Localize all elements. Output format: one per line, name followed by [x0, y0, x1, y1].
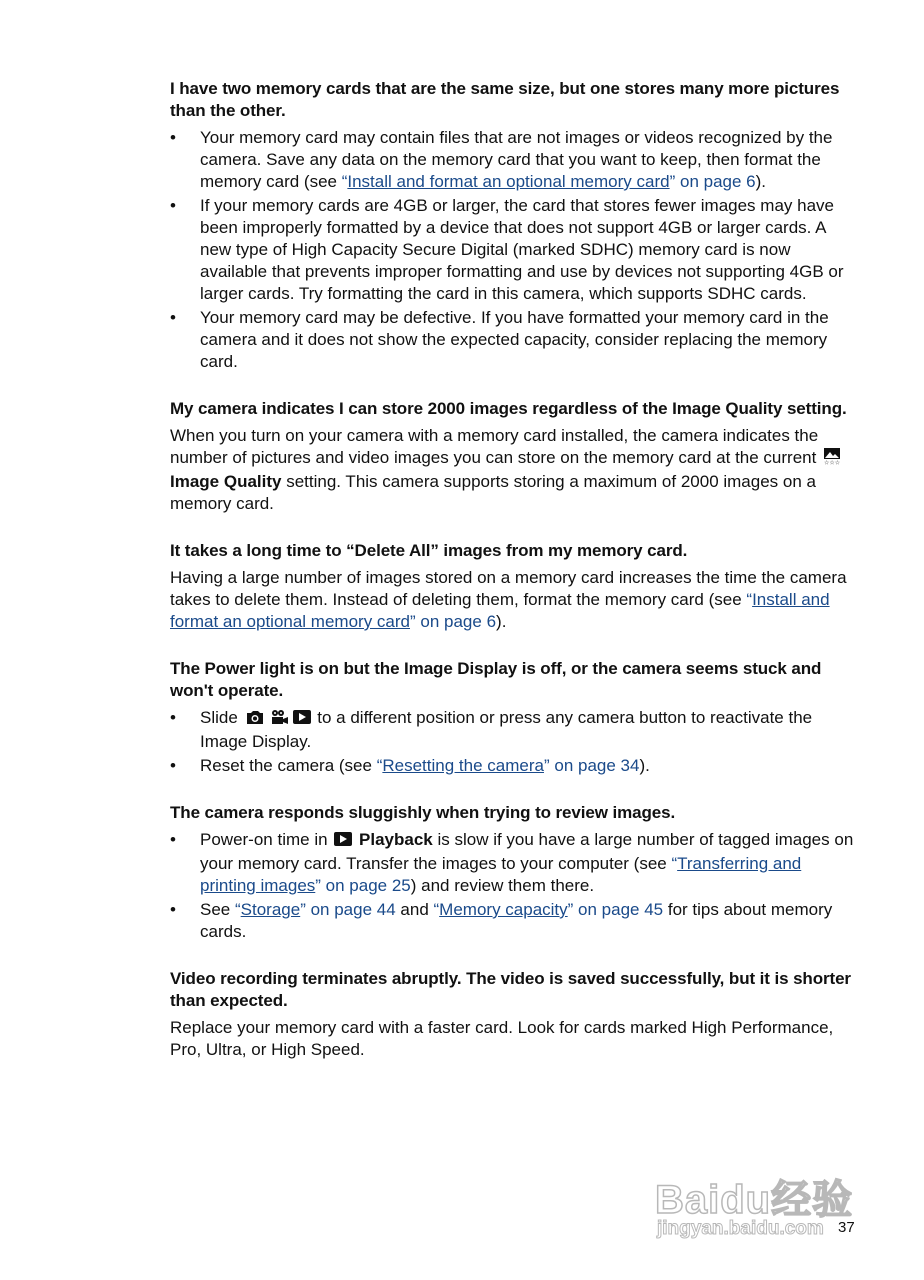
list-item [170, 307, 860, 373]
section-title: It takes a long time to “Delete All” images from my memory card. [170, 541, 688, 560]
faq-section-video-terminates [170, 968, 860, 1061]
cross-reference-link[interactable]: “Install and format an optional memory card” on page 6 [170, 590, 830, 631]
bullet-text: Your memory card may be defective. If you have formatted your memory card in the camera and it does not show the expected capacity, consider replacing the memory card. [200, 308, 829, 371]
faq-section-delete-all [170, 540, 860, 633]
cross-reference-link[interactable]: “Transferring and printing images” on page 25 [200, 854, 802, 895]
video-camera-icon [269, 709, 289, 731]
paragraph: Replace your memory card with a faster card. Look for cards marked High Performance, Pro, Ultra, or High Speed. [170, 1018, 834, 1059]
section-title: My camera indicates I can store 2000 images regardless of the Image Quality setting. [170, 399, 847, 418]
bullet-marker: • [170, 900, 176, 919]
paragraph: Having a large number of images stored on a memory card increases the time the camera takes to delete them. Instead of deleting them, format the memory card (see “Install and format an optional memory card” on page 6). [170, 568, 847, 631]
bullet-marker: • [170, 308, 176, 327]
manual-page [170, 78, 860, 1086]
watermark-logo-text: Baidu经验 [655, 1178, 854, 1222]
cross-reference-link[interactable]: “Install and format an optional memory card” on page 6 [341, 172, 756, 191]
cross-reference-link[interactable]: “Storage” on page 44 [234, 900, 396, 919]
playback-icon [293, 709, 311, 731]
bullet-text: Your memory card may contain files that are not images or videos recognized by the camera. Save any data on the memory card that you want to keep, then format the memory card (see [200, 128, 833, 191]
cross-reference-link[interactable]: “Resetting the camera” on page 34 [376, 756, 640, 775]
playback-icon [334, 831, 352, 853]
bullet-list [170, 707, 860, 777]
camera-icon [245, 709, 265, 731]
faq-section-power-light [170, 658, 860, 777]
list-item: • Slide to a different position or press any camera button to reactivate the Image Display. [170, 708, 813, 751]
cross-reference-link[interactable]: “Memory capacity” on page 45 [433, 900, 664, 919]
bullet-list [170, 829, 860, 943]
bullet-marker: • [170, 128, 176, 147]
list-item [170, 127, 860, 193]
watermark-url: jingyan.baidu.com [657, 1218, 824, 1239]
bullet-list [170, 127, 860, 373]
list-item [170, 195, 860, 305]
list-item: • Reset the camera (see “Resetting the camera” on page 34). [170, 756, 650, 775]
bold-term: Image Quality [170, 472, 282, 491]
bullet-marker: • [170, 830, 176, 849]
faq-section-memory-size [170, 78, 860, 373]
bullet-marker: • [170, 196, 176, 215]
bullet-text: If your memory cards are 4GB or larger, the card that stores fewer images may have been improperly formatted by a device that does not support 4GB or larger cards. A new type of High Capacity Secure Digital (marked SDHC) memory card is now available that prevents improper formatting and use by devices not supporting 4GB or larger cards. Try formatting the card in this camera, which supports SDHC cards. [200, 196, 844, 303]
page-number: 37 [838, 1219, 855, 1236]
image-quality-icon [823, 447, 841, 471]
faq-section-sluggish [170, 802, 860, 943]
section-title: I have two memory cards that are the same size, but one stores many more pictures than the other. [170, 79, 840, 120]
bullet-text-end: ). [755, 172, 767, 191]
section-title: The camera responds sluggishly when trying to review images. [170, 803, 676, 822]
paragraph: When you turn on your camera with a memory card installed, the camera indicates the number of pictures and video images you can store on the memory card at the current ☆☆☆ Image Quality setting. This camera supports storing a maximum of 2000 images on a memory card. [170, 426, 841, 513]
section-title: Video recording terminates abruptly. The video is saved successfully, but it is shorter than expected. [170, 969, 851, 1010]
bold-term: Playback [359, 830, 433, 849]
bullet-marker: • [170, 756, 176, 775]
list-item: • See “Storage” on page 44 and “Memory capacity” on page 45 for tips about memory cards. [170, 900, 833, 941]
svg-text:☆☆☆: ☆☆☆ [824, 459, 841, 465]
bullet-marker: • [170, 708, 176, 727]
section-title: The Power light is on but the Image Display is off, or the camera seems stuck and won't operate. [170, 659, 822, 700]
list-item: • Power-on time in Playback is slow if you have a large number of tagged images on your memory card. Transfer the images to your computer (see “Transferring and printing images” on page 25) and review them there. [170, 830, 854, 895]
faq-section-2000-images [170, 398, 860, 515]
